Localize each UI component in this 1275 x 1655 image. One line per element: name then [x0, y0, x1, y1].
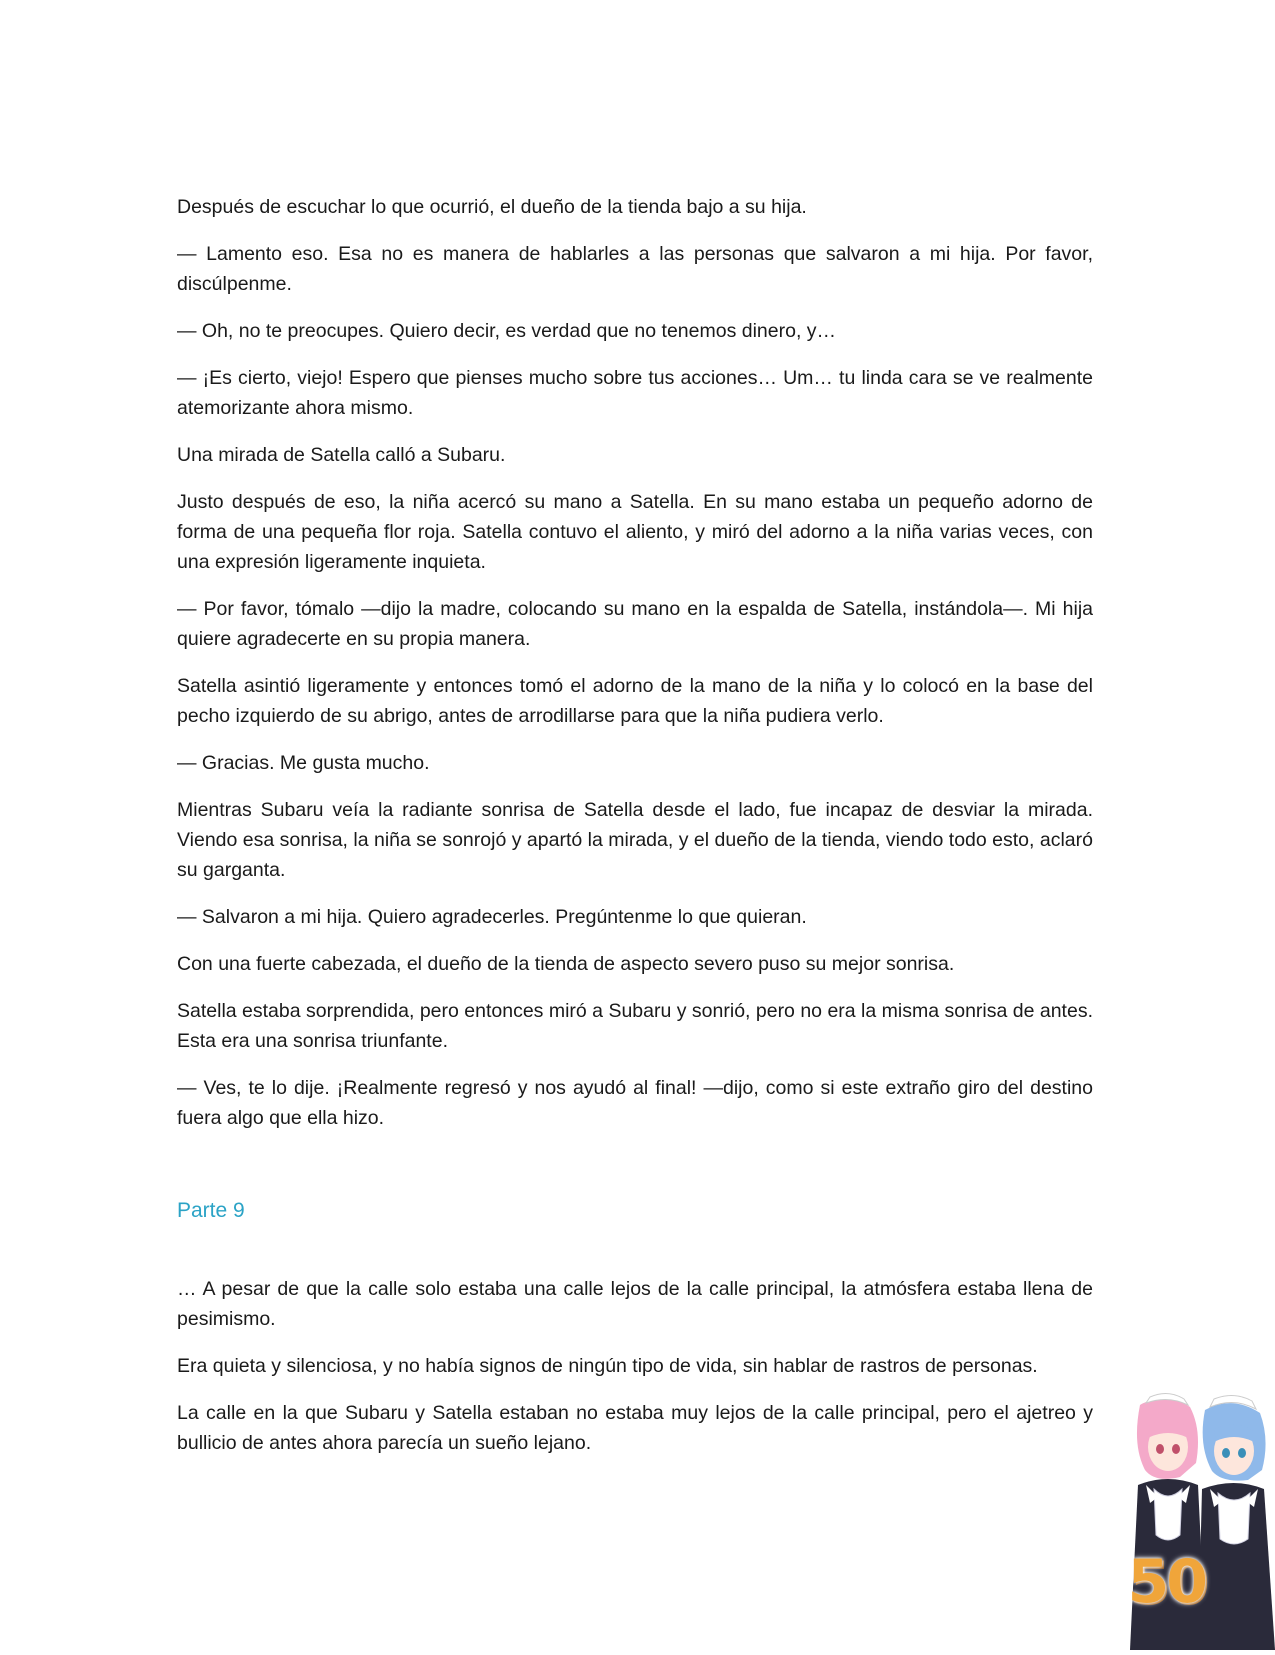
paragraph: — Oh, no te preocupes. Quiero decir, es verdad que no tenemos dinero, y… [177, 320, 837, 342]
paragraph: — Ves, te lo dije. ¡Realmente regresó y nos ayudó al final! —dijo, como si este extraño giro del destino fuera algo que ella hizo. [177, 1077, 1093, 1129]
paragraph: Satella estaba sorprendida, pero entonces miró a Subaru y sonrió, pero no era la misma sonrisa de antes. Esta era una sonrisa triunfante. [177, 1000, 1093, 1052]
paragraph: Después de escuchar lo que ocurrió, el dueño de la tienda bajo a su hija. [177, 196, 807, 218]
paragraph: Una mirada de Satella calló a Subaru. [177, 444, 506, 466]
section-heading: Parte 9 [177, 1199, 245, 1222]
paragraph: — Lamento eso. Esa no es manera de hablarles a las personas que salvaron a mi hija. Por favor, discúlpenme. [177, 243, 1093, 295]
paragraph: Era quieta y silenciosa, y no había signos de ningún tipo de vida, sin hablar de rastros de personas. [177, 1355, 1038, 1377]
document-body [177, 192, 1093, 1475]
paragraph: Satella asintió ligeramente y entonces tomó el adorno de la mano de la niña y lo colocó en la base del pecho izquierdo de su abrigo, antes de arrodillarse para que la niña pudiera verlo. [177, 675, 1093, 727]
paragraph: Justo después de eso, la niña acercó su mano a Satella. En su mano estaba un pequeño adorno de forma de una pequeña flor roja. Satella contuvo el aliento, y miró del adorno a la niña varias veces, con una expresión ligeramente inquieta. [177, 491, 1093, 573]
paragraph: — Salvaron a mi hija. Quiero agradecerles. Pregúntenme lo que quieran. [177, 906, 807, 928]
paragraph: Mientras Subaru veía la radiante sonrisa de Satella desde el lado, fue incapaz de desviar la mirada. Viendo esa sonrisa, la niña se sonrojó y apartó la mirada, y el dueño de la tienda, viendo todo esto, aclaró su garganta. [177, 799, 1093, 881]
paragraph: … A pesar de que la calle solo estaba una calle lejos de la calle principal, la atmósfera estaba llena de pesimismo. [177, 1278, 1093, 1330]
paragraph: — ¡Es cierto, viejo! Espero que pienses mucho sobre tus acciones… Um… tu linda cara se ve realmente atemorizante ahora mismo. [177, 367, 1093, 419]
paragraph: La calle en la que Subaru y Satella estaban no estaba muy lejos de la calle principal, pero el ajetreo y bullicio de antes ahora parecía un sueño lejano. [177, 1402, 1093, 1454]
paragraph: — Gracias. Me gusta mucho. [177, 752, 430, 774]
paragraph: Con una fuerte cabezada, el dueño de la tienda de aspecto severo puso su mejor sonrisa. [177, 953, 955, 975]
page-number: 50 [1127, 1547, 1205, 1617]
paragraph: — Por favor, tómalo —dijo la madre, colocando su mano en la espalda de Satella, instándola—. Mi hija quiere agradecerte en su propia manera. [177, 598, 1093, 650]
